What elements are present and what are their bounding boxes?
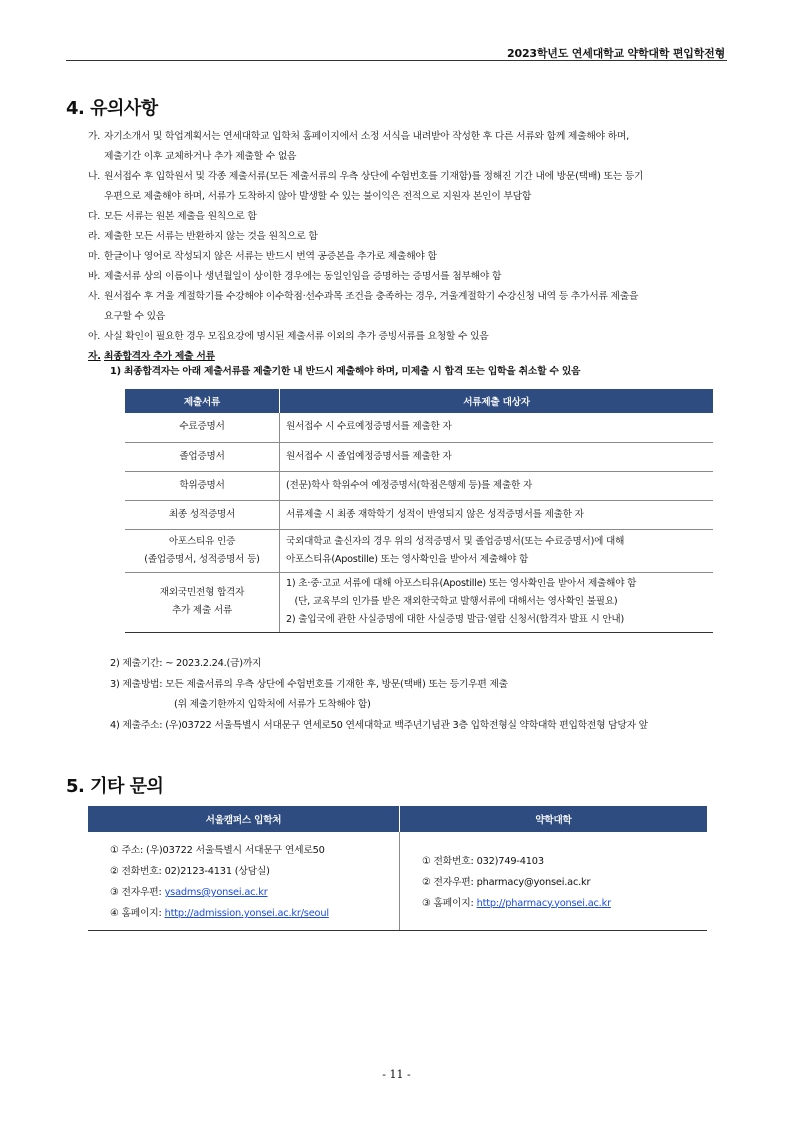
note-marker: 마. bbox=[88, 251, 101, 262]
running-header: 2023학년도 연세대학교 약학대학 편입학전형 bbox=[507, 47, 725, 60]
document-name-cell bbox=[125, 500, 280, 529]
header-rule bbox=[66, 60, 727, 61]
admissions-contact-cell bbox=[88, 832, 400, 931]
contact-table bbox=[88, 806, 707, 931]
note-marker: 바. bbox=[88, 271, 101, 282]
note-line: 최종합격자 추가 제출 서류 bbox=[104, 351, 215, 362]
document-target-cell bbox=[280, 529, 714, 572]
note-line: 한글이나 영어로 작성되지 않은 서류는 반드시 번역 공증본을 추가로 제출해야 함 bbox=[104, 251, 437, 262]
document-target: (전문)학사 학위수여 예정증명서(학점은행제 등)를 제출한 자 bbox=[286, 479, 533, 491]
document-name-cell bbox=[125, 442, 280, 471]
contact-header-admissions: 서울캠퍼스 입학처 bbox=[88, 806, 400, 832]
submission-method-note: (위 제출기한까지 입학처에 서류가 도착해야 함) bbox=[174, 699, 371, 710]
submission-address: 4) 제출주소: (우)03722 서울특별시 서대문구 연세로50 연세대학교 백주년기념관 3층 입학전형실 약학대학 편입학전형 담당자 앞 bbox=[110, 719, 648, 731]
contact-header-pharmacy: 약학대학 bbox=[400, 806, 708, 832]
document-target: 1) 초·중·고교 서류에 대해 아포스티유(Apostille) 또는 영사확인을 받아서 제출해야 함 bbox=[286, 578, 637, 589]
table-row bbox=[125, 529, 713, 572]
final-notice: 1) 최종합격자는 아래 제출서류를 제출기한 내 반드시 제출해야 하며, 미제출 시 합격 또는 입학을 취소할 수 있음 bbox=[110, 366, 581, 377]
submission-method: 3) 제출방법: 모든 제출서류의 우측 상단에 수험번호를 기재한 후, 방문(택배) 또는 등기우편 제출 bbox=[110, 678, 508, 690]
note-item bbox=[88, 267, 738, 287]
note-line: 우편으로 제출해야 하며, 서류가 도착하지 않아 발생할 수 있는 불이익은 전적으로 지원자 본인이 부담함 bbox=[104, 191, 532, 202]
admissions-web-row bbox=[110, 903, 399, 924]
note-item bbox=[88, 167, 738, 207]
document-name-cell bbox=[125, 529, 280, 572]
docs-header-target: 서류제출 대상자 bbox=[280, 389, 714, 413]
document-target: 원서접수 시 졸업예정증명서를 제출한 자 bbox=[286, 450, 452, 462]
pharmacy-email: ② 전자우편: pharmacy@yonsei.ac.kr bbox=[422, 876, 591, 888]
document-name: 졸업증명서 bbox=[179, 450, 225, 462]
admissions-web-link[interactable]: http://admission.yonsei.ac.kr/seoul bbox=[164, 908, 329, 919]
note-marker: 다. bbox=[88, 211, 101, 222]
page-number: - 11 - bbox=[382, 1068, 411, 1081]
note-item bbox=[88, 127, 738, 167]
submission-details bbox=[110, 654, 750, 736]
note-line: 제출서류 상의 이름이나 생년월일이 상이한 경우에는 동일인임을 증명하는 증명서를 첨부해야 함 bbox=[104, 271, 502, 282]
required-documents-table bbox=[125, 389, 713, 633]
pharmacy-phone: ① 전화번호: 032)749-4103 bbox=[422, 855, 544, 867]
note-marker: 자. bbox=[88, 351, 101, 362]
admissions-email-link[interactable]: ysadms@yonsei.ac.kr bbox=[164, 887, 268, 898]
note-marker: 사. bbox=[88, 291, 101, 302]
document-target: 서류제출 시 최종 재학학기 성적이 반영되지 않은 성적증명서를 제출한 자 bbox=[286, 508, 584, 520]
document-name-cell bbox=[125, 413, 280, 442]
table-row bbox=[125, 442, 713, 471]
document-name-cell bbox=[125, 471, 280, 500]
document-target: 아포스티유(Apostille) 또는 영사확인을 받아서 제출해야 함 bbox=[286, 553, 529, 565]
admissions-address: ① 주소: (우)03722 서울특별시 서대문구 연세로50 bbox=[110, 845, 325, 856]
section-5-title: 5. 기타 문의 bbox=[66, 776, 164, 797]
document-target-cell bbox=[280, 500, 714, 529]
document-target-cell bbox=[280, 471, 714, 500]
note-marker: 아. bbox=[88, 331, 101, 342]
pharmacy-web-link[interactable]: http://pharmacy.yonsei.ac.kr bbox=[476, 897, 611, 909]
admissions-web-label: ④ 홈페이지: bbox=[110, 908, 165, 919]
admissions-email-row bbox=[110, 882, 399, 903]
note-item bbox=[88, 247, 738, 267]
document-target-cell bbox=[280, 413, 714, 442]
pharmacy-contact-cell bbox=[400, 832, 708, 931]
notes-list bbox=[88, 127, 738, 367]
docs-header-document: 제출서류 bbox=[125, 389, 280, 413]
note-line: 자기소개서 및 학업계획서는 연세대학교 입학처 홈페이지에서 소정 서식을 내려받아 작성한 후 다른 서류와 함께 제출해야 하며, bbox=[104, 131, 629, 142]
note-item bbox=[88, 227, 738, 247]
table-row bbox=[125, 572, 713, 632]
section-4-title: 4. 유의사항 bbox=[66, 98, 158, 119]
submission-deadline: 2) 제출기간: ~ 2023.2.24.(금)까지 bbox=[110, 658, 262, 669]
document-name: 아포스티유 인증 bbox=[168, 535, 236, 547]
note-line: 원서접수 후 겨울 계절학기를 수강해야 이수학점·선수과목 조건을 충족하는 경우, 겨울계절학기 수강신청 내역 등 추가서류 제출을 bbox=[104, 291, 639, 302]
document-target-cell bbox=[280, 442, 714, 471]
pharmacy-web-label: ③ 홈페이지: bbox=[422, 897, 477, 909]
note-line: 제출기간 이후 교체하거나 추가 제출할 수 없음 bbox=[104, 151, 297, 162]
note-item bbox=[88, 207, 738, 227]
note-item bbox=[88, 287, 738, 327]
admissions-phone: ② 전화번호: 02)2123-4131 (상담실) bbox=[110, 866, 270, 877]
note-marker: 나. bbox=[88, 171, 101, 182]
table-row bbox=[125, 471, 713, 500]
note-item bbox=[88, 327, 738, 347]
document-name: 최종 성적증명서 bbox=[168, 508, 236, 520]
pharmacy-web-row bbox=[422, 893, 707, 914]
admissions-email-label: ③ 전자우편: bbox=[110, 887, 165, 898]
document-name: 학위증명서 bbox=[179, 479, 225, 491]
document-target: (단, 교육부의 인가를 받은 재외한국학교 발행서류에 대해서는 영사확인 불필요) bbox=[286, 596, 618, 607]
table-row bbox=[125, 413, 713, 442]
note-line: 제출한 모든 서류는 반환하지 않는 것을 원칙으로 함 bbox=[104, 231, 318, 242]
note-marker: 라. bbox=[88, 231, 101, 242]
document-name-cell bbox=[125, 572, 280, 632]
note-line: 요구할 수 있음 bbox=[104, 311, 166, 322]
document-target-cell bbox=[280, 572, 714, 632]
note-marker: 가. bbox=[88, 131, 101, 142]
document-target: 국외대학교 출신자의 경우 위의 성적증명서 및 졸업증명서(또는 수료증명서)에 대해 bbox=[286, 535, 625, 547]
document-name: 추가 제출 서류 bbox=[171, 605, 233, 616]
document-name: 재외국민전형 합격자 bbox=[159, 587, 245, 598]
table-row bbox=[125, 500, 713, 529]
note-line: 모든 서류는 원본 제출을 원칙으로 함 bbox=[104, 211, 257, 222]
note-line: 원서접수 후 입학원서 및 각종 제출서류(모든 제출서류의 우측 상단에 수험번호를 기재함)를 정해진 기간 내에 방문(택배) 또는 등기 bbox=[104, 171, 644, 182]
document-target: 원서접수 시 수료예정증명서를 제출한 자 bbox=[286, 421, 452, 433]
note-line: 사실 확인이 필요한 경우 모집요강에 명시된 제출서류 이외의 추가 증빙서류를 요청할 수 있음 bbox=[104, 331, 489, 342]
document-name: 수료증명서 bbox=[179, 421, 225, 433]
document-name: (졸업증명서, 성적증명서 등) bbox=[144, 553, 260, 565]
document-target: 2) 출입국에 관한 사실증명에 대한 사실증명 발급·열람 신청서(합격자 발표 시 안내) bbox=[286, 614, 625, 625]
